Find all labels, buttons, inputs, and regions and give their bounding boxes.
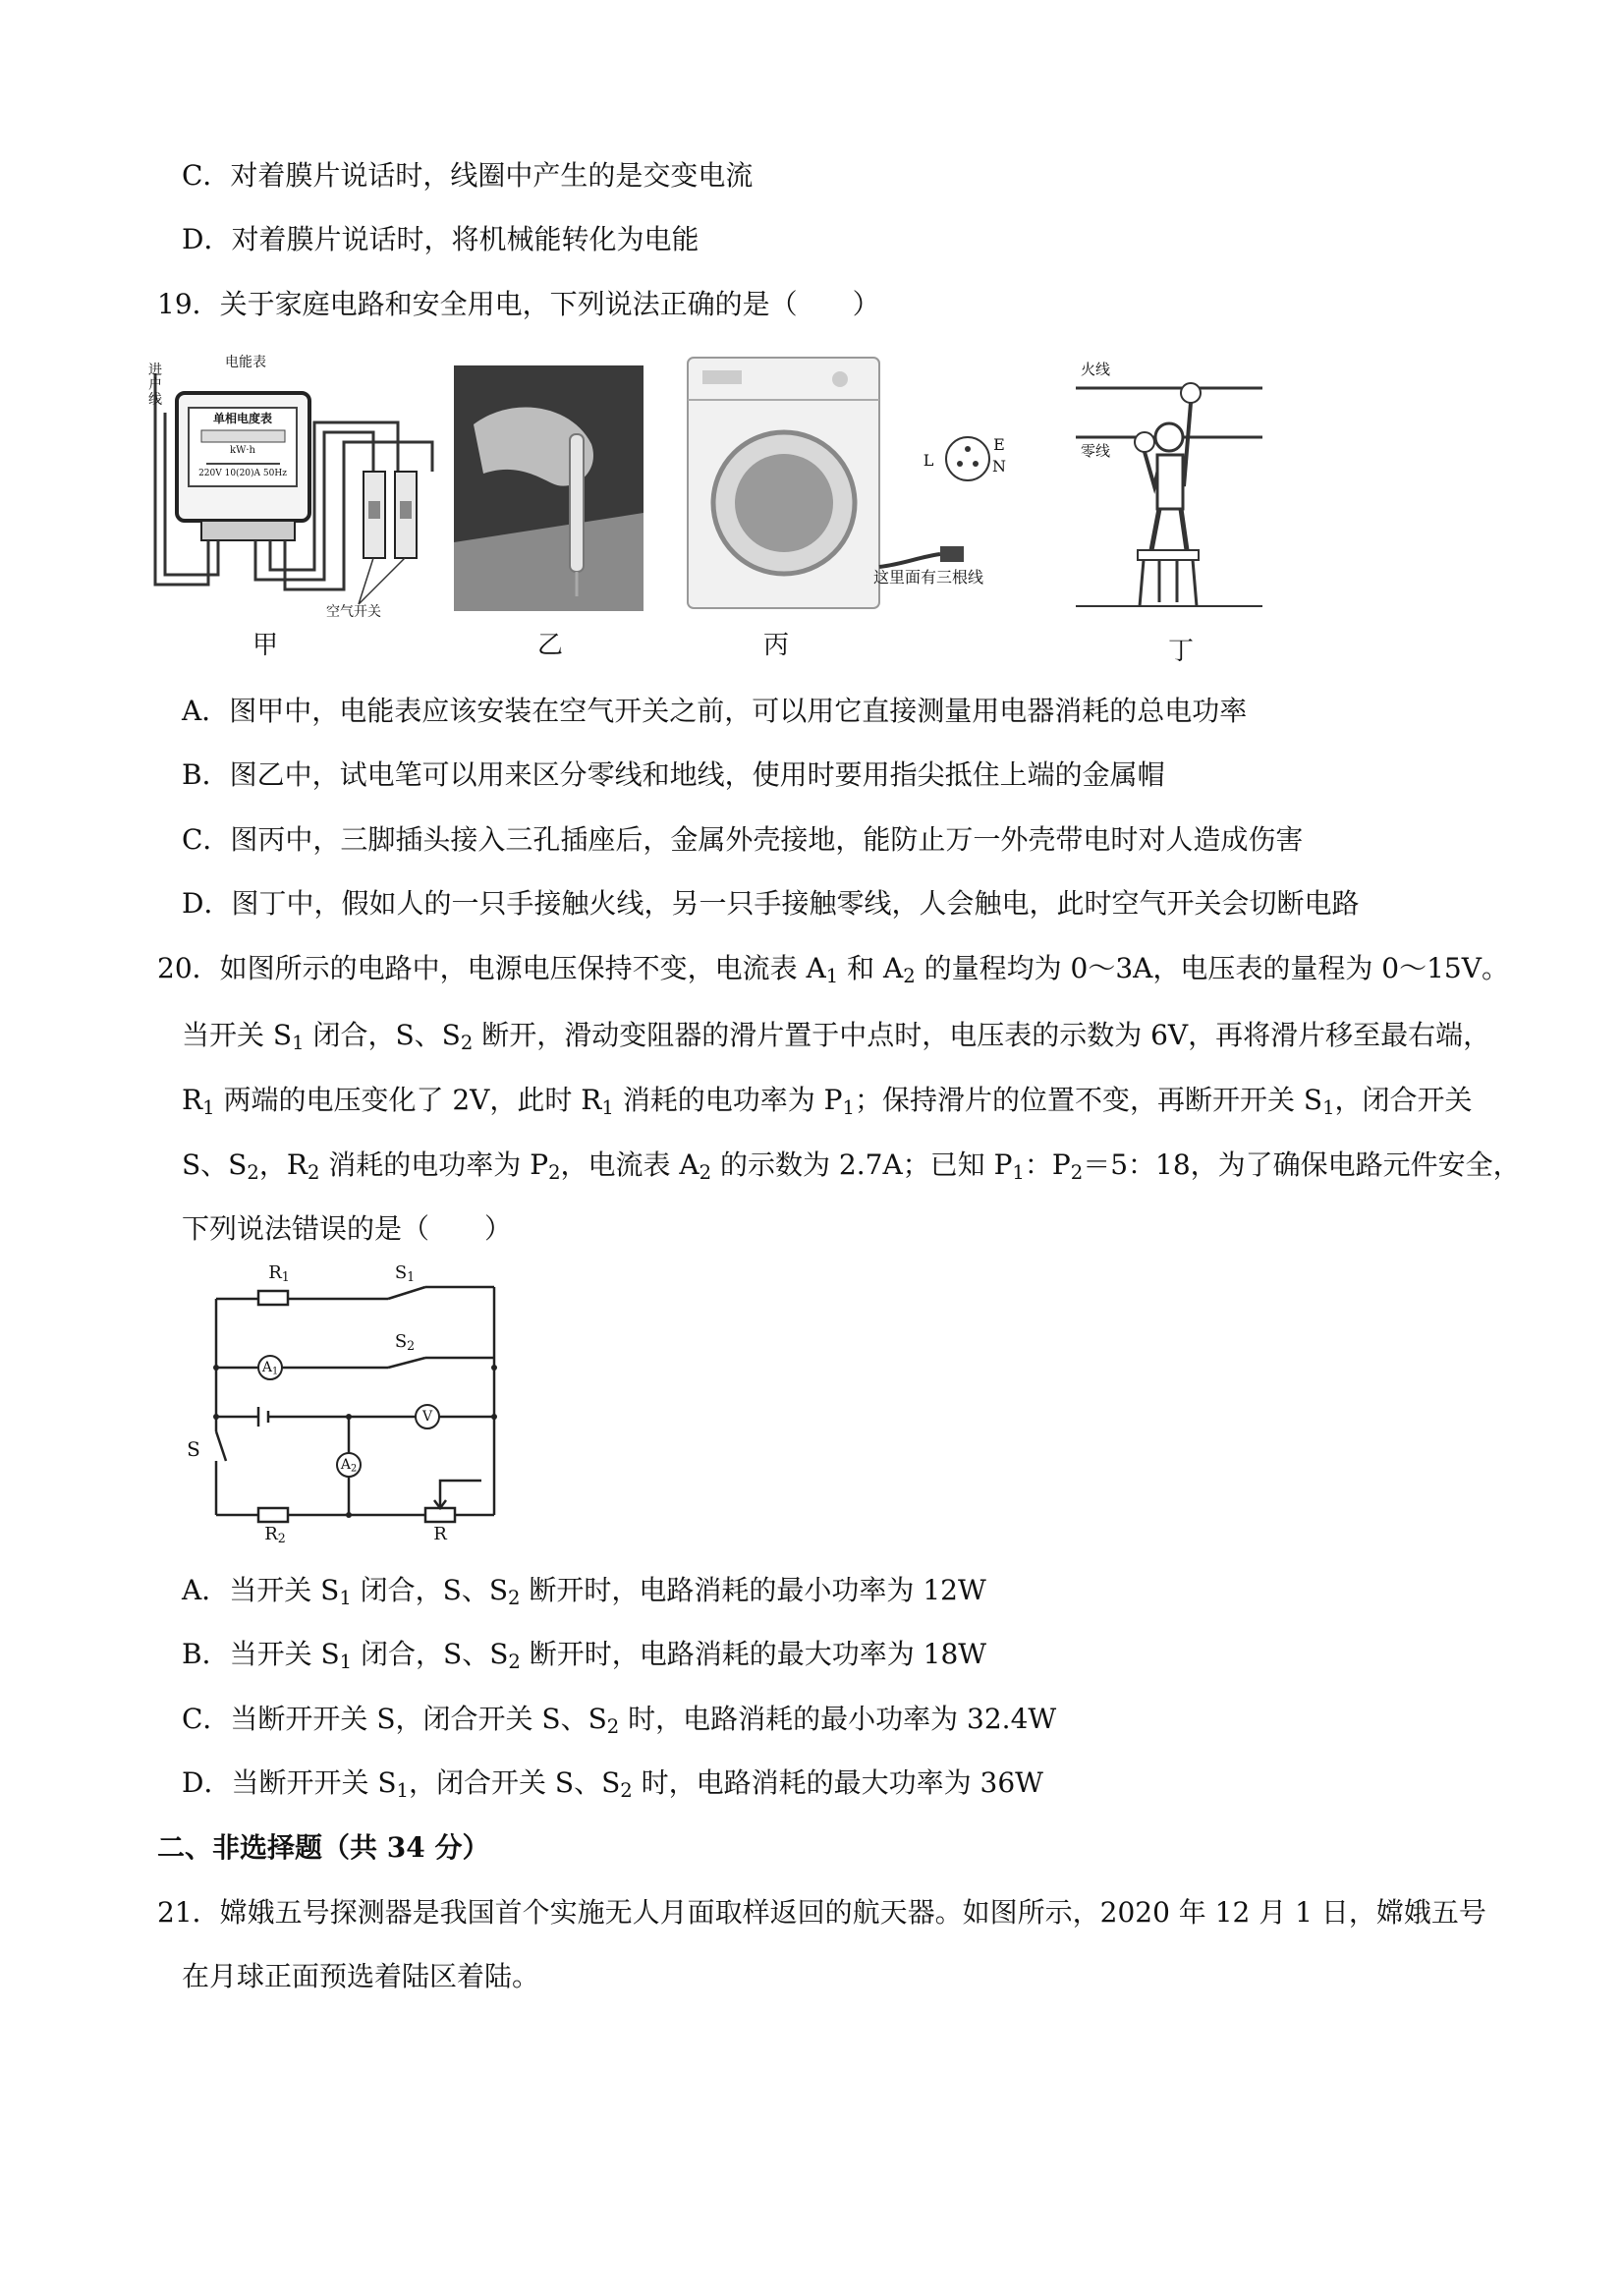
incoming-line-label: 进户线	[148, 363, 162, 408]
figure-jia-meter	[147, 354, 467, 619]
q20-option-c: C．当断开开关 S，闭合开关 S、$S_2$ 时，电路消耗的最小功率为 32.4W	[182, 1703, 1057, 1738]
plug-e-label: E	[993, 435, 1005, 454]
figure-ding-person	[1071, 349, 1262, 629]
circuit-diagram	[182, 1260, 506, 1554]
q20-option-b: B．当开关 $S_1$ 闭合，S、$S_2$ 断开时，电路消耗的最大功率为 18W	[182, 1638, 987, 1673]
section-2-title: 二、非选择题（共 34 分）	[157, 1831, 490, 1864]
label-s2: $S_2$	[394, 1331, 416, 1354]
meter-spec: 220V 10(20)A 50Hz	[198, 469, 287, 478]
label-r2: $R_2$	[264, 1524, 286, 1546]
q19-option-a: A．图甲中，电能表应该安装在空气开关之前，可以用它直接测量用电器消耗的总电功率	[182, 695, 1248, 727]
q20-option-d: D．当断开开关 $S_1$，闭合开关 S、$S_2$ 时，电路消耗的最大功率为 36W	[182, 1766, 1043, 1802]
caption-jia: 甲	[252, 631, 278, 660]
meter-label: 电能表	[225, 355, 266, 370]
figure-bing-washer	[683, 346, 1061, 616]
neutral-wire-label: 零线	[1080, 442, 1110, 460]
figure-yi-test-pen	[454, 365, 644, 611]
ammeter-a1: $A_1$	[261, 1360, 279, 1377]
q18-option-d: D．对着膜片说话时，将机械能转化为电能	[182, 223, 700, 255]
label-s1: $S_1$	[394, 1262, 416, 1285]
air-switch-label: 空气开关	[326, 604, 381, 620]
q20-option-a: A．当开关 $S_1$ 闭合，S、$S_2$ 断开时，电路消耗的最小功率为 12W	[182, 1574, 986, 1609]
q20-stem-line4: S、$S_2$，$R_2$ 消耗的电功率为 $P_2$，电流表 $A_2$ 的示数为 2.7A；已知 $P_1$：$P_2=5$：18，为了确保电路元件安全，	[182, 1148, 1521, 1184]
caption-yi: 乙	[536, 631, 563, 660]
plug-note: 这里面有三根线	[872, 568, 983, 587]
q20-stem-line2: 当开关 $S_1$ 闭合，S、$S_2$ 断开，滑动变阻器的滑片置于中点时，电压表的示数为 6V，再将滑片移至最右端，	[182, 1019, 1491, 1054]
meter-title: 单相电度表	[212, 412, 272, 425]
label-r1: $R_1$	[268, 1262, 290, 1285]
label-s: S	[187, 1437, 200, 1461]
q19-option-c: C．图丙中，三脚插头接入三孔插座后，金属外壳接地，能防止万一外壳带电时对人造成伤害	[182, 823, 1304, 856]
q19-option-b: B．图乙中，试电笔可以用来区分零线和地线，使用时要用指尖抵住上端的金属帽	[182, 758, 1165, 791]
q20-stem-line1: 20．如图所示的电路中，电源电压保持不变，电流表 $A_1$ 和 $A_2$ 的量程均为 0～3A，电压表的量程为 0～15V。	[157, 952, 1509, 987]
voltmeter-v: V	[421, 1409, 433, 1425]
meter-unit: kW·h	[230, 445, 255, 456]
plug-l-label: L	[923, 451, 934, 470]
q20-stem-line5: 下列说法错误的是（ ）	[182, 1212, 513, 1245]
plug-n-label: N	[992, 457, 1006, 476]
q19-stem: 19．关于家庭电路和安全用电，下列说法正确的是（ ）	[157, 288, 880, 320]
q18-option-c: C．对着膜片说话时，线圈中产生的是交变电流	[182, 159, 754, 192]
q20-stem-line3: $R_1$ 两端的电压变化了 2V，此时 $R_1$ 消耗的电功率为 $P_1$；保持滑片的位置不变，再断开开关 $S_1$，闭合开关	[182, 1084, 1473, 1119]
ammeter-a2: $A_2$	[340, 1457, 358, 1475]
label-r: R	[433, 1524, 447, 1544]
caption-bing: 丙	[762, 631, 789, 660]
q19-option-d: D．图丁中，假如人的一只手接触火线，另一只手接触零线，人会触电，此时空气开关会切断电路	[182, 887, 1360, 920]
q21-line1: 21．嫦娥五号探测器是我国首个实施无人月面取样返回的航天器。如图所示，2020 年 12 月 1 日，嫦娥五号	[157, 1896, 1486, 1929]
q21-line2: 在月球正面预选着陆区着陆。	[182, 1960, 540, 1992]
live-wire-label: 火线	[1080, 361, 1110, 378]
caption-ding: 丁	[1167, 637, 1194, 666]
